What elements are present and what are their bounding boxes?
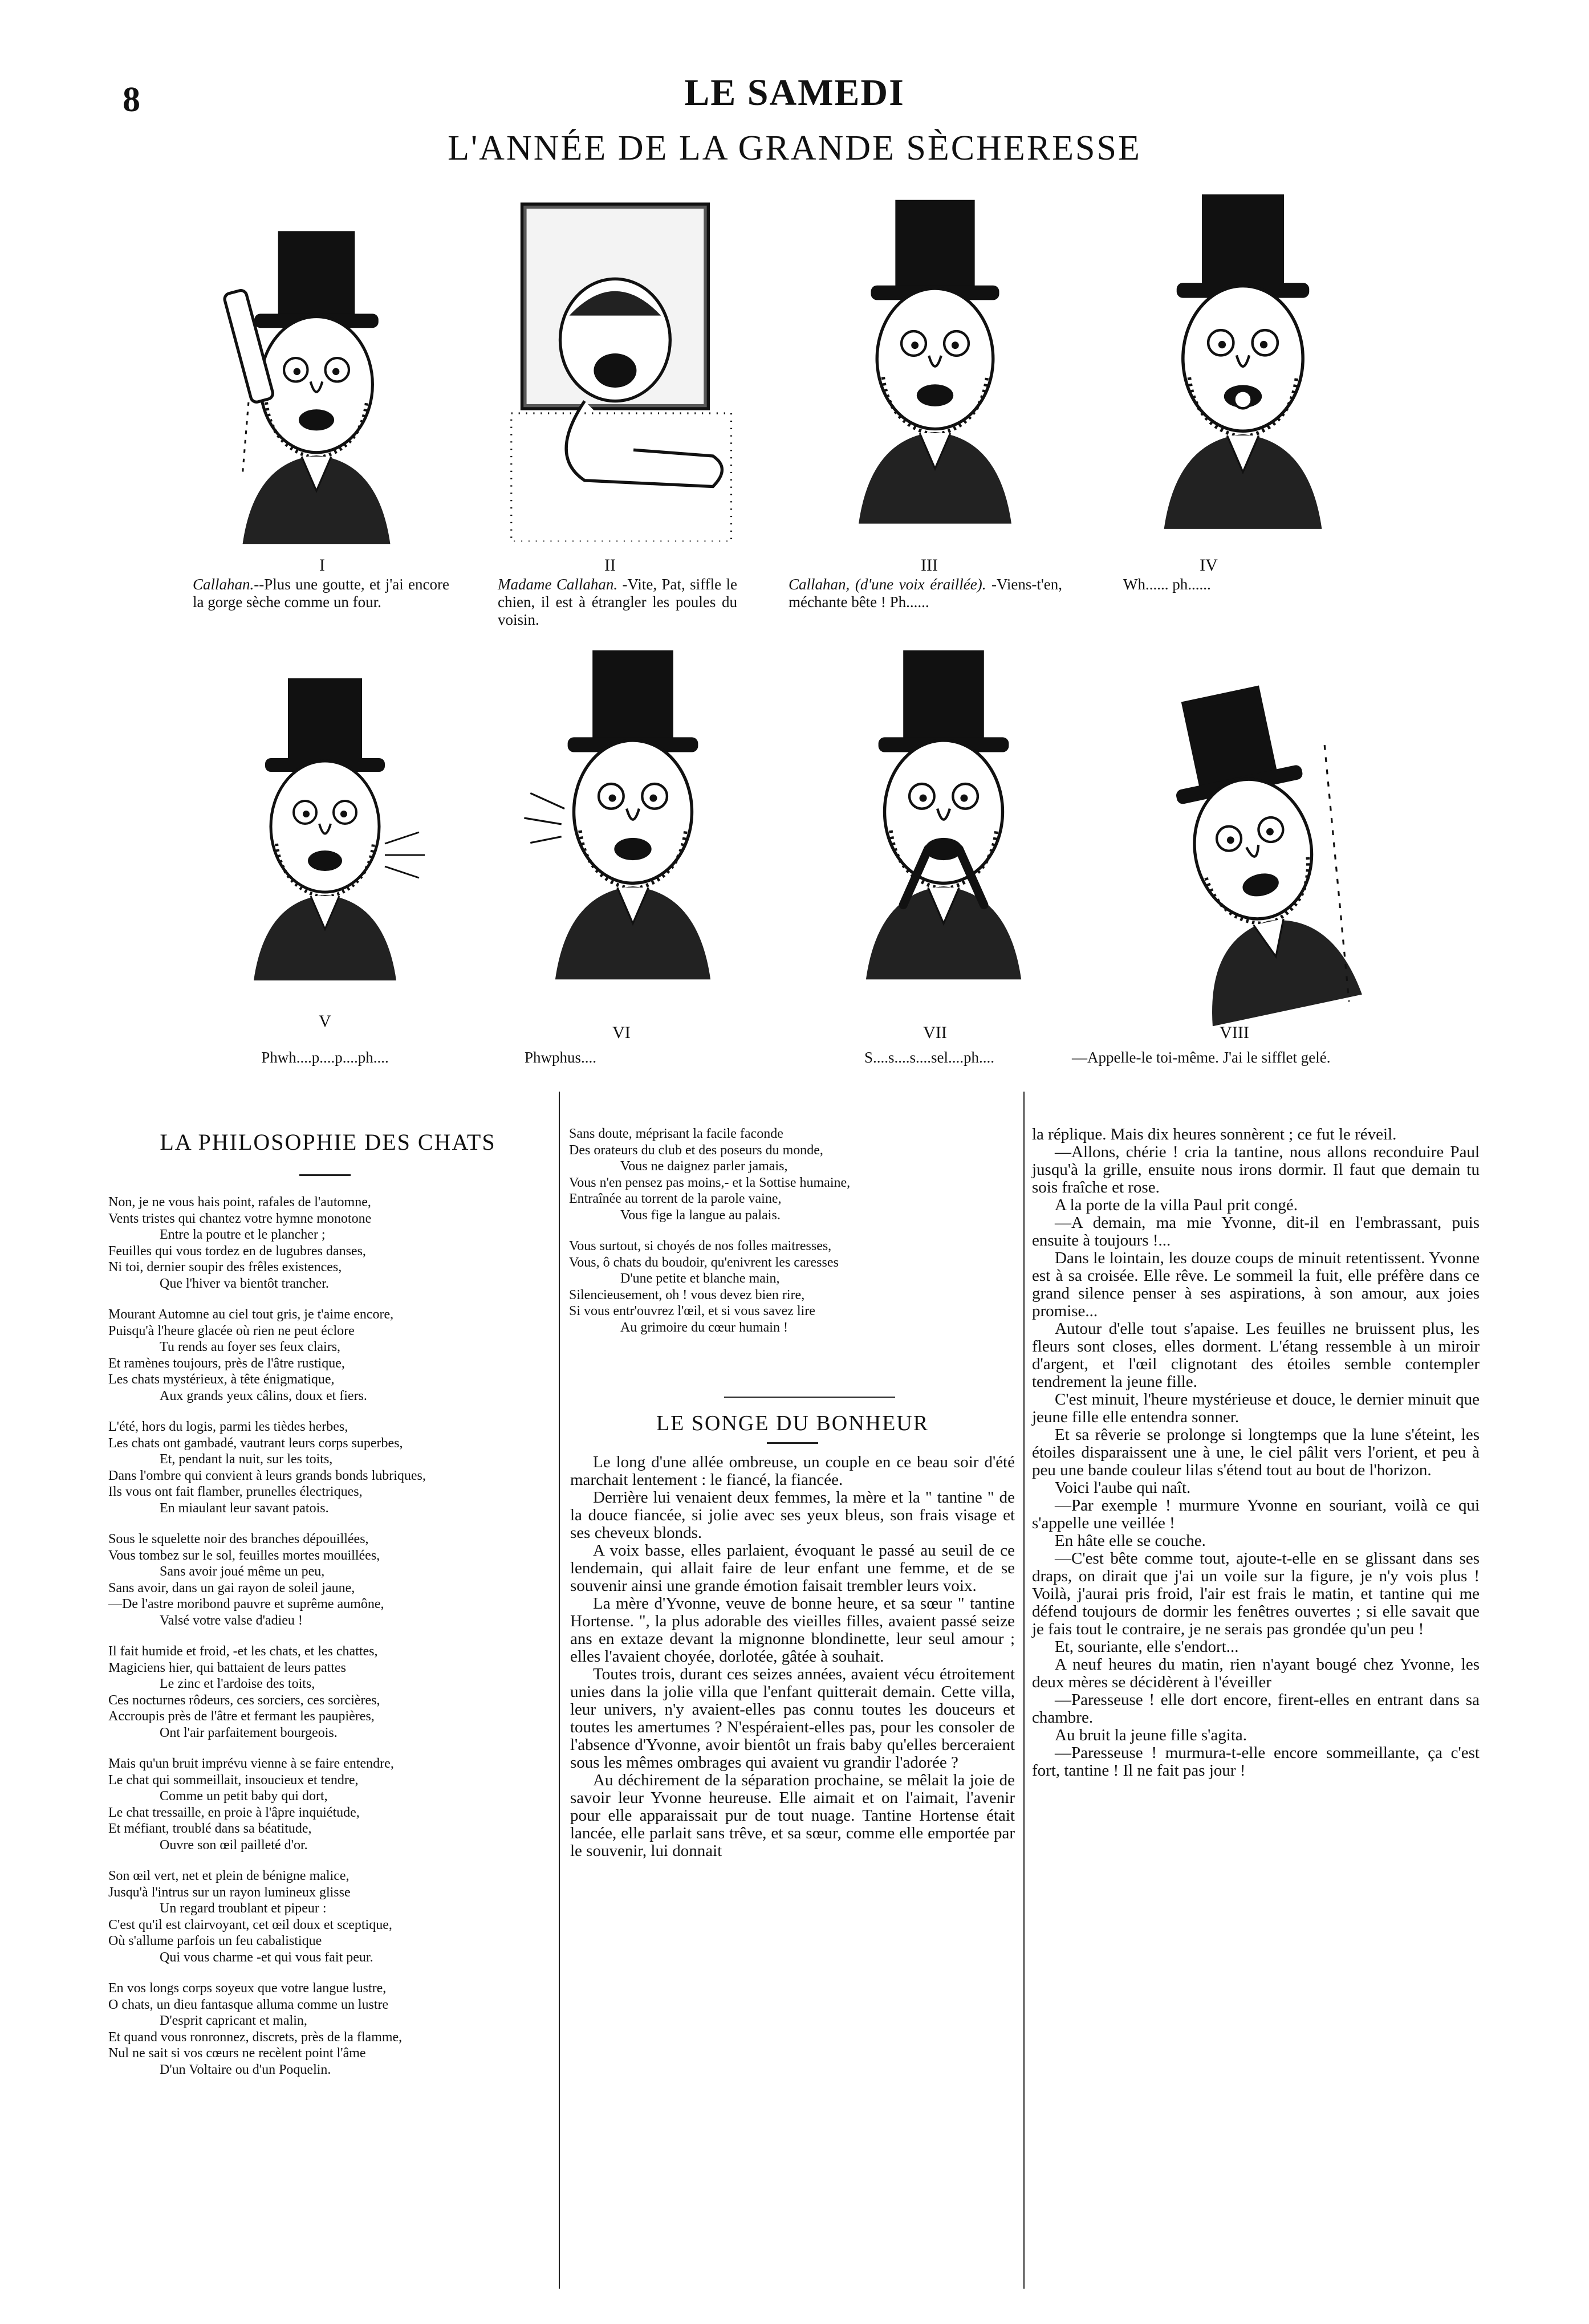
column-rule-left <box>559 1092 560 2289</box>
cartoon-panel-5 <box>182 673 468 992</box>
poem-line: L'été, hors du logis, parmi les tièdes herbes, <box>108 1419 348 1434</box>
callahan-whistling-illustration <box>1117 188 1368 542</box>
poem-line: Feuilles qui vous tordez en de lugubres danses, <box>108 1243 366 1259</box>
poem-line: Ni toi, dernier soupir des frêles existences, <box>108 1260 342 1275</box>
caption-speaker: Madame Callahan. <box>498 576 618 593</box>
story-paragraph: A voix basse, elles parlaient, évoquant le passé au seuil de ce lendemain, qui allait faire de leur enfant une femme, et de se souvenir ainsi une grande émotion faisait trembler leurs voix. <box>570 1541 1015 1595</box>
poem-title: LA PHILOSOPHIE DES CHATS <box>160 1129 496 1155</box>
poem-line: En miaulant leur savant patois. <box>160 1500 329 1516</box>
callahan-fingers-in-mouth-illustration <box>821 644 1066 992</box>
cartoon-panel-8 <box>1112 684 1397 1026</box>
poem-stanza <box>108 1531 556 1629</box>
poem-line: Vous surtout, si choyés de nos folles maitresses, <box>569 1239 832 1253</box>
story-paragraph: —A demain, ma mie Yvonne, dit-il en l'embrassant, puis ensuite à toujours !... <box>1032 1214 1480 1249</box>
panel-caption-4 <box>1123 576 1374 593</box>
panel-numeral-5: V <box>319 1012 331 1031</box>
poem-line: Et ramènes toujours, près de l'âtre rustique, <box>108 1356 345 1371</box>
poem-line: Sans doute, méprisant la facile faconde <box>569 1126 783 1141</box>
poem-stanza <box>108 1868 556 1965</box>
poem-line: Vous fige la langue au palais. <box>620 1207 781 1223</box>
poem-title-rule <box>299 1174 351 1176</box>
poem-line: Ces nocturnes rôdeurs, ces sorciers, ces sorcières, <box>108 1692 380 1708</box>
caption-text: Wh...... ph...... <box>1123 576 1211 593</box>
cartoon-panel-6 <box>496 644 770 992</box>
poem-line: Vents tristes qui chantez votre hymne monotone <box>108 1211 372 1226</box>
callahan-calling-illustration <box>810 194 1060 536</box>
poem-column-2 <box>569 1126 1017 1350</box>
poem-line: Le zinc et l'ardoise des toits, <box>160 1676 315 1691</box>
poem-line: Aux grands yeux câlins, doux et fiers. <box>160 1388 367 1403</box>
poem-line: Entre la poutre et le plancher ; <box>160 1227 326 1242</box>
poem-line: Et, pendant la nuit, sur les toits, <box>160 1452 333 1467</box>
panel-caption-7 <box>810 1049 1049 1067</box>
poem-line: Magiciens hier, qui battaient de leurs pattes <box>108 1660 346 1675</box>
poem-line: Et méfiant, troublé dans sa béatitude, <box>108 1821 312 1836</box>
story-paragraph: Et sa rêverie se prolonge si longtemps que la lune s'éteint, les étoiles disparaissent une à une, le ciel pâlit vers l'orient, et peu à peu une bande couleur lilas s'étend tout au bout de l'horizon. <box>1032 1426 1480 1479</box>
story-paragraph: Derrière lui venaient deux femmes, la mère et la " tantine " de la douce fiancée, si jolie avec ses yeux bleus, son frais visage et ses cheveux blonds. <box>570 1488 1015 1542</box>
poem-line: Au grimoire du cœur humain ! <box>620 1320 788 1335</box>
poem-line: D'un Voltaire ou d'un Poquelin. <box>160 2062 331 2077</box>
poem-line: O chats, un dieu fantasque alluma comme un lustre <box>108 1997 389 2012</box>
story-paragraph: Voici l'aube qui naît. <box>1055 1479 1191 1497</box>
story-paragraph: Autour d'elle tout s'apaise. Les feuilles ne bruissent plus, les fleurs sont closes, elles dorment. L'étang ressemble à un miroir d'argent, et l'œil clignotant des étoiles semble contempler tendrement la jeune fille. <box>1032 1320 1480 1391</box>
poem-stanza <box>569 1126 1017 1223</box>
cartoon-panel-4 <box>1117 188 1368 542</box>
story-column-2 <box>570 1454 1015 1860</box>
poem-line: Dans l'ombre qui convient à leurs grands bonds lubriques, <box>108 1468 426 1483</box>
caption-text: -Viens-t'en, méchante bête ! Ph...... <box>789 576 1063 610</box>
story-paragraph: A neuf heures du matin, rien n'ayant bougé chez Yvonne, les deux mères se décidèrent à l'éveiller <box>1032 1655 1480 1691</box>
cartoon-panel-7 <box>821 644 1066 992</box>
poem-line: Si vous entr'ouvrez l'œil, et si vous savez lire <box>569 1304 815 1318</box>
poem-line: Le chat qui sommeillait, insoucieux et tendre, <box>108 1772 359 1788</box>
caption-text: Phwh....p....p....ph.... <box>261 1049 389 1066</box>
cartoon-panel-3 <box>810 194 1060 536</box>
poem-line: Que l'hiver va bientôt trancher. <box>160 1276 329 1291</box>
caption-text: Phwphus.... <box>525 1049 597 1066</box>
story-paragraph: En hâte elle se couche. <box>1055 1532 1206 1550</box>
poem-line: D'une petite et blanche main, <box>620 1271 780 1286</box>
poem-line: Silencieusement, oh ! vous devez bien rire, <box>569 1287 805 1303</box>
poem-line: Puisqu'à l'heure glacée où rien ne peut éclore <box>108 1323 355 1338</box>
poem-line: Vous, ô chats du boudoir, qu'enivrent les caresses <box>569 1255 839 1270</box>
panel-caption-2 <box>498 576 737 629</box>
poem-line: Jusqu'à l'intrus sur un rayon lumineux glisse <box>108 1885 351 1900</box>
story-paragraph: Le long d'une allée ombreuse, un couple en ce beau soir d'été marchait lentement : le fiancé, la fiancée. <box>570 1453 1015 1489</box>
panel-numeral-8: VIII <box>1220 1023 1249 1042</box>
story-paragraph: —C'est bête comme tout, ajoute-t-elle en se glissant dans ses draps, on dirait que j'ai un voile sur la figure, je n'y vois plus ! Voilà, j'aurai pris froid, l'air est frais le matin, et tantine qui me défend toujours de dormir les fenêtres ouvertes ; si elle savait que je fais tout le contraire, je ne serais pas grondée qu'un peu ! <box>1032 1549 1480 1638</box>
panel-caption-1 <box>193 576 449 611</box>
poem-line: Vous tombez sur le sol, feuilles mortes mouillées, <box>108 1548 380 1563</box>
poem-line: Vous n'en pensez pas moins,- et la Sottise humaine, <box>569 1175 851 1190</box>
poem-line: Entraînée au torrent de la parole vaine, <box>569 1191 782 1206</box>
story-paragraph: Dans le lointain, les douze coups de minuit retentissent. Yvonne est à sa croisée. Elle rêve. Le sommeil la fuit, elle préfère dans ce grand silence penser à ses aspirations, à son amour, aux joies promise... <box>1032 1249 1480 1320</box>
story-paragraph: Toutes trois, durant ces seizes années, avaient vécu étroitement unies dans la jolie villa que l'enfant quitterait demain. Cette villa, leur univers, n'y avaient-elles pas connu toutes les douceurs et toutes les amertumes ? N'espéraient-elles pas, pour les consoler de l'absence d'Yvonne, avoir bientôt un frais baby qu'elles berceraient sous les mêmes ombrages qui avaient vu grandir l'adorée ? <box>570 1665 1015 1772</box>
poem-stanza <box>108 1194 556 1292</box>
poem-line: Sans avoir, dans un gai rayon de soleil jaune, <box>108 1580 355 1596</box>
poem-line: Un regard troublant et pipeur : <box>160 1901 327 1916</box>
poem-line: Ouvre son œil pailleté d'or. <box>160 1837 308 1853</box>
caption-text: S....s....s....sel....ph.... <box>864 1049 995 1066</box>
panel-numeral-2: II <box>604 556 616 575</box>
panel-numeral-7: VII <box>923 1023 947 1042</box>
poem-line: Les chats mystérieux, à tête énigmatique, <box>108 1372 335 1387</box>
callahan-puffing-illustration <box>496 644 770 992</box>
poem-line: Mais qu'un bruit imprévu vienne à se faire entendre, <box>108 1756 394 1771</box>
poem-line: En vos longs corps soyeux que votre langue lustre, <box>108 1981 387 1996</box>
story-paragraph: —Allons, chérie ! cria la tantine, nous allons reconduire Paul jusqu'à la grille, ensuite nous irons dormir. Il faut que demain tu sois fraîche et rose. <box>1032 1143 1480 1196</box>
cartoon-panel-2 <box>490 200 758 542</box>
panel-caption-6 <box>525 1049 741 1067</box>
panel-caption-3 <box>789 576 1062 611</box>
panel-numeral-3: III <box>921 556 938 575</box>
panel-numeral-1: I <box>319 556 325 575</box>
story-column-3 <box>1032 1126 1480 1780</box>
callahan-sputtering-illustration <box>182 673 468 992</box>
story-paragraph: —Paresseuse ! murmura-t-elle encore sommeillante, ça c'est fort, tantine ! Il ne fait pas jour ! <box>1032 1744 1480 1780</box>
poem-line: Nul ne sait si vos cœurs ne recèlent point l'âme <box>108 2046 366 2061</box>
story-paragraph: Au bruit la jeune fille s'agita. <box>1055 1726 1247 1744</box>
poem-stanza <box>108 1307 556 1404</box>
caption-text: -Vite, Pat, siffle le chien, il est à étrangler les poules du voisin. <box>498 576 737 628</box>
story-paragraph: La mère d'Yvonne, veuve de bonne heure, et sa sœur " tantine Hortense. ", la plus adorable des vieilles filles, avaient passé seize ans en extaze devant la mignonne blondinette, leur seul amour ; elles l'avaient choyée, dorlotée, gâtée à souhait. <box>570 1594 1015 1666</box>
masthead: LE SAMEDI <box>684 72 905 113</box>
poem-line: Accroupis près de l'âtre et fermant les paupières, <box>108 1709 375 1724</box>
poem-stanza <box>569 1238 1017 1336</box>
poem-line: D'esprit capricant et malin, <box>160 2013 307 2028</box>
madame-callahan-window-illustration <box>490 200 758 542</box>
callahan-frozen-whistle-illustration <box>1112 684 1397 1026</box>
poem-line: Tu rends au foyer ses feux clairs, <box>160 1340 341 1354</box>
cartoon-title: L'ANNÉE DE LA GRANDE SÈCHERESSE <box>448 129 1141 168</box>
poem-line: Comme un petit baby qui dort, <box>160 1789 328 1804</box>
poem-line: Mourant Automne au ciel tout gris, je t'aime encore, <box>108 1307 394 1322</box>
panel-caption-8 <box>1072 1049 1391 1067</box>
poem-line: Sans avoir joué même un peu, <box>160 1564 325 1579</box>
story-paragraph: Au déchirement de la séparation prochaine, se mêlait la joie de savoir leur Yvonne heureuse. Elle aimait et on l'aimait, l'avenir pour elle apparaissait pur de tout nuage. Tantine Hortense était lancée, elle parlait sans trêve, et sa sœur, comme elle emportée par le souvenir, lui donnait <box>570 1771 1015 1860</box>
panel-numeral-6: VI <box>612 1023 631 1042</box>
story-top-rule <box>724 1397 895 1398</box>
poem-stanza <box>108 1643 556 1741</box>
cartoon-panel-1 <box>182 225 450 556</box>
poem-line: Vous ne daignez parler jamais, <box>620 1159 788 1174</box>
panel-numeral-4: IV <box>1200 556 1218 575</box>
poem-column-1 <box>108 1194 556 2093</box>
story-paragraph: —Par exemple ! murmure Yvonne en souriant, voilà ce qui s'appelle une veillée ! <box>1032 1496 1480 1532</box>
story-paragraph: C'est minuit, l'heure mystérieuse et douce, le dernier minuit que jeune fille elle entendra sonner. <box>1032 1390 1480 1426</box>
poem-line: Ils vous ont fait flamber, prunelles électriques, <box>108 1484 363 1499</box>
callahan-drinking-illustration <box>182 225 450 556</box>
poem-line: Et quand vous ronronnez, discrets, près de la flamme, <box>108 2029 403 2045</box>
poem-line: Sous le squelette noir des branches dépouillées, <box>108 1532 369 1546</box>
poem-line: Ont l'air parfaitement bourgeois. <box>160 1725 338 1740</box>
poem-stanza <box>108 1980 556 2078</box>
poem-stanza <box>108 1756 556 1853</box>
poem-line: Qui vous charme -et qui vous fait peur. <box>160 1949 373 1965</box>
poem-line: Non, je ne vous hais point, rafales de l'automne, <box>108 1195 371 1210</box>
poem-line: Les chats ont gambadé, vautrant leurs corps superbes, <box>108 1435 403 1451</box>
story-title-rule <box>767 1442 818 1444</box>
column-rule-right <box>1023 1092 1025 2289</box>
caption-speaker: Callahan. <box>193 576 254 593</box>
panel-caption-5 <box>188 1049 462 1067</box>
caption-text: —Appelle-le toi-même. J'ai le sifflet gelé. <box>1072 1049 1331 1066</box>
poem-line: Où s'allume parfois un feu cabalistique <box>108 1934 322 1948</box>
story-title: LE SONGE DU BONHEUR <box>656 1411 929 1435</box>
poem-line: Le chat tressaille, en proie à l'âpre inquiétude, <box>108 1805 360 1820</box>
caption-text: --Plus une goutte, et j'ai encore la gorge sèche comme un four. <box>193 576 449 610</box>
story-paragraph: la réplique. Mais dix heures sonnèrent ; ce fut le réveil. <box>1032 1125 1397 1143</box>
story-paragraph: A la porte de la villa Paul prit congé. <box>1055 1196 1298 1214</box>
poem-line: C'est qu'il est clairvoyant, cet œil doux et sceptique, <box>108 1917 392 1932</box>
caption-speaker: Callahan, (d'une voix éraillée). <box>789 576 986 593</box>
story-paragraph: Et, souriante, elle s'endort... <box>1055 1638 1239 1656</box>
poem-stanza <box>108 1419 556 1516</box>
poem-line: Son œil vert, net et plein de bénigne malice, <box>108 1869 350 1883</box>
page-number: 8 <box>123 80 140 119</box>
story-paragraph: —Paresseuse ! elle dort encore, firent-elles en entrant dans sa chambre. <box>1032 1691 1480 1727</box>
poem-line: Des orateurs du club et des poseurs du monde, <box>569 1142 823 1158</box>
poem-line: Valsé votre valse d'adieu ! <box>160 1613 303 1628</box>
poem-line: Il fait humide et froid, -et les chats, et les chattes, <box>108 1644 378 1659</box>
poem-line: —De l'astre moribond pauvre et suprême aumône, <box>108 1597 384 1611</box>
